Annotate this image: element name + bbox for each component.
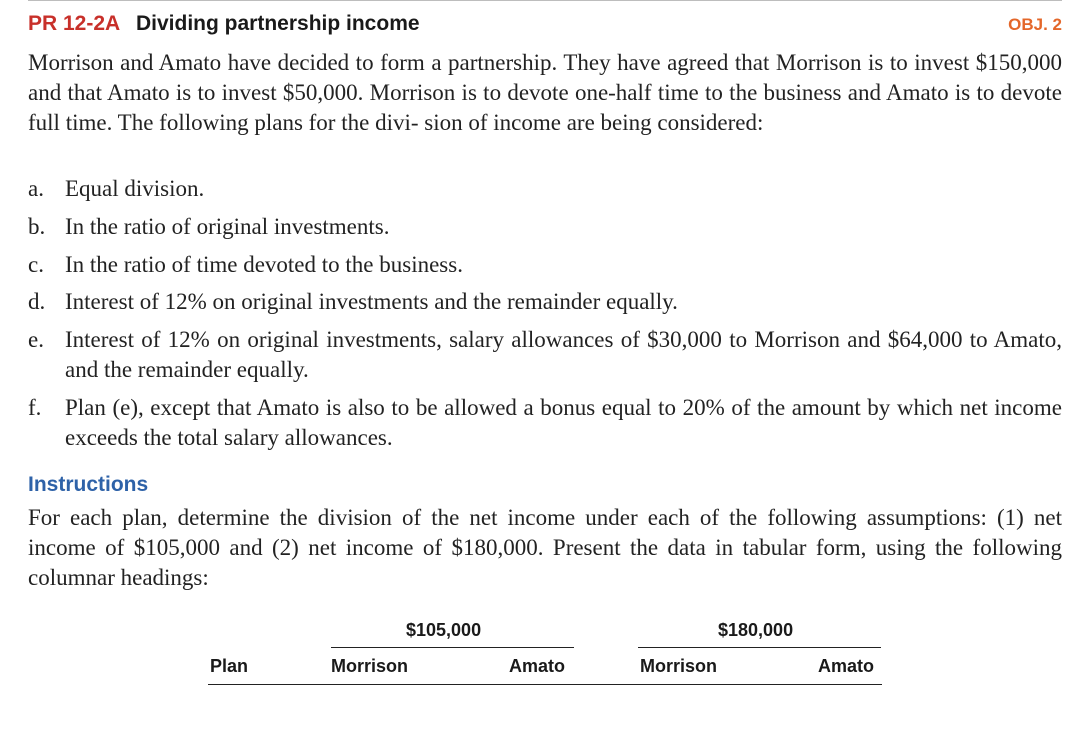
column-heading-amato-180000: Amato bbox=[818, 656, 875, 676]
plan-item-d bbox=[28, 287, 1062, 317]
plan-text: In the ratio of original investments. bbox=[65, 214, 390, 239]
plan-label: a. bbox=[28, 176, 44, 201]
plan-text: Interest of 12% on original investments and the remainder equally. bbox=[65, 289, 678, 314]
plan-item-b bbox=[28, 212, 1062, 242]
plan-text: In the ratio of time devoted to the business. bbox=[65, 252, 463, 277]
group-rule-105000 bbox=[331, 647, 574, 648]
group-heading-180000: $180,000 bbox=[718, 620, 794, 640]
top-divider bbox=[28, 0, 1062, 1]
plan-label: b. bbox=[28, 214, 46, 239]
column-heading-morrison-180000: Morrison bbox=[640, 656, 718, 676]
column-heading-amato-105000: Amato bbox=[509, 656, 566, 676]
plan-text: Interest of 12% on original investments, salary allowances of $30,000 to Morrison and $64,000 to Amato, and the remainder equally. bbox=[65, 327, 1062, 382]
problem-header bbox=[28, 12, 1062, 42]
plan-text: Plan (e), except that Amato is also to be allowed a bonus equal to 20% of the amount by which net income exceeds the total salary allowances. bbox=[65, 395, 1062, 450]
group-rule-180000 bbox=[638, 647, 881, 648]
plan-label: f. bbox=[28, 395, 42, 420]
plan-item-a bbox=[28, 174, 1062, 204]
problem-number: PR 12-2A bbox=[28, 12, 121, 35]
header-bottom-rule bbox=[208, 684, 882, 685]
problem-title: Dividing partnership income bbox=[136, 12, 420, 35]
plan-label: d. bbox=[28, 289, 46, 314]
plan-label: c. bbox=[28, 252, 44, 277]
instructions-heading: Instructions bbox=[28, 473, 149, 496]
instructions-text: For each plan, determine the division of the net income under each of the following assumptions: (1) net income of $105,000 and (2) net income of $180,000. Present the data in tabular form, using the following columnar headings: bbox=[28, 505, 1062, 590]
plan-label: e. bbox=[28, 327, 44, 352]
column-heading-morrison-105000: Morrison bbox=[331, 656, 409, 676]
intro-paragraph: Morrison and Amato have decided to form a partnership. They have agreed that Morrison is to invest $150,000 and that Amato is to invest $50,000. Morrison is to devote one-half time to the business and Amato is to devote full time. The following plans for the divi- sion of income are being considered: bbox=[28, 50, 1062, 135]
objective-label: OBJ. 2 bbox=[1008, 15, 1062, 34]
plan-item-c bbox=[28, 250, 1062, 280]
group-heading-105000: $105,000 bbox=[406, 620, 482, 640]
plan-item-f bbox=[28, 393, 1062, 453]
column-heading-plan: Plan bbox=[210, 656, 249, 676]
plan-item-e bbox=[28, 325, 1062, 385]
plan-text: Equal division. bbox=[65, 176, 205, 201]
